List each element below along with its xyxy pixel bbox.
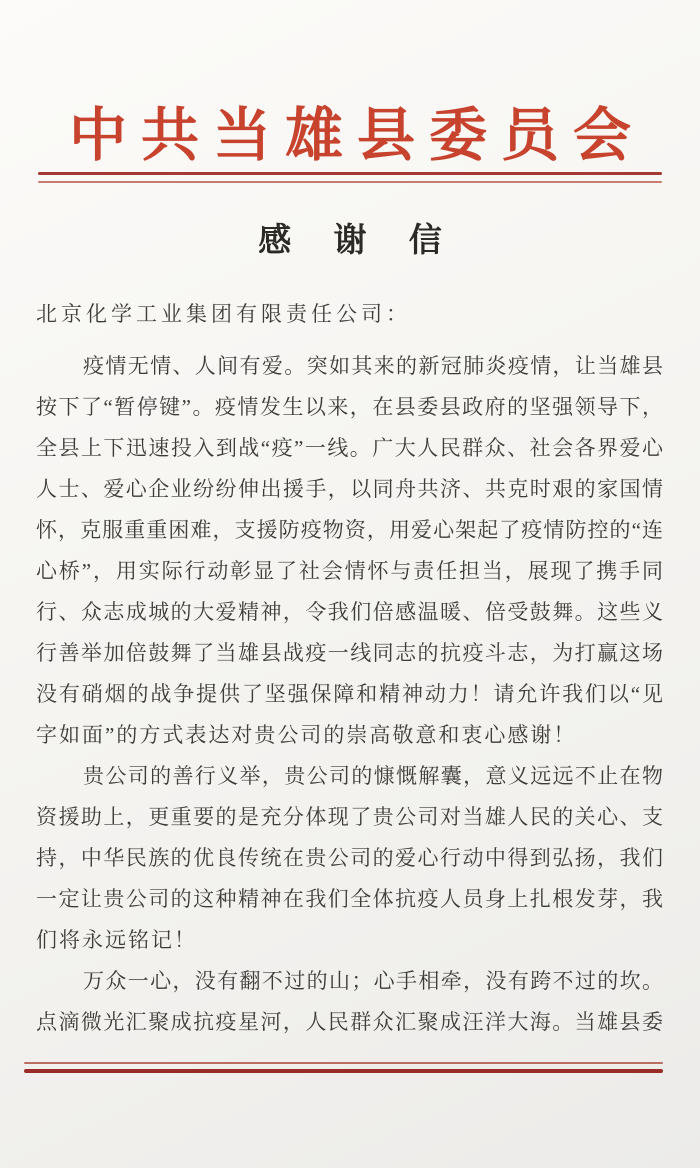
- recipient-salutation: 北京化学工业集团有限责任公司：: [36, 302, 411, 326]
- body-line: 字如面”的方式表达对贵公司的崇高敬意和衷心感谢！: [36, 723, 577, 747]
- body-line: 按下了“暂停键”。疫情发生以来，在县委县政府的坚强领导下，: [36, 395, 664, 419]
- footer-rule-thick: [24, 1069, 663, 1073]
- letter-body: [36, 294, 664, 1043]
- body-line: 点滴微光汇聚成抗疫星河，人民群众汇聚成汪洋大海。当雄县委: [36, 1010, 664, 1034]
- letterhead-divider: [38, 172, 662, 183]
- letterhead-rule-thin: [38, 181, 662, 183]
- footer-rule-thin: [24, 1062, 663, 1064]
- body-line: 万众一心，没有翻不过的山；心手相牵，没有跨不过的坎。: [83, 969, 664, 993]
- document-title: 感 谢 信: [258, 223, 459, 259]
- body-line: 贵公司的善行义举，贵公司的慷慨解囊，意义远远不止在物: [83, 764, 664, 788]
- letterhead-rule-thick: [38, 172, 662, 175]
- body-line: 行、众志成城的大爱精神，令我们倍感温暖、倍受鼓舞。这些义: [36, 600, 664, 624]
- body-line: 持，中华民族的优良传统在贵公司的爱心行动中得到弘扬，我们: [36, 846, 664, 870]
- body-line: 怀，克服重重困难，支援防疫物资，用爱心架起了疫情防控的“连: [36, 518, 664, 542]
- body-line: 们将永远铭记！: [36, 928, 197, 952]
- body-line: 行善举加倍鼓舞了当雄县战疫一线同志的抗疫斗志，为打赢这场: [36, 641, 664, 665]
- body-line: 全县上下迅速投入到战“疫”一线。广大人民群众、社会各界爱心: [36, 436, 664, 460]
- body-line: 疫情无情、人间有爱。突如其来的新冠肺炎疫情，让当雄县: [83, 354, 664, 378]
- letterhead-org-name: 中共当雄县委员会: [68, 103, 645, 168]
- footer-divider: [24, 1062, 663, 1073]
- letter-body-lines: [36, 346, 664, 1043]
- body-line: 人士、爱心企业纷纷伸出援手，以同舟共济、共克时艰的家国情: [36, 477, 664, 501]
- body-line: 资援助上，更重要的是充分体现了贵公司对当雄人民的关心、支: [36, 805, 664, 829]
- body-line: 心桥”，用实际行动彰显了社会情怀与责任担当，展现了携手同: [36, 559, 664, 583]
- body-line: 一定让贵公司的这种精神在我们全体抗疫人员身上扎根发芽，我: [36, 887, 664, 911]
- body-line: 没有硝烟的战争提供了坚强保障和精神动力！请允许我们以“见: [36, 682, 664, 706]
